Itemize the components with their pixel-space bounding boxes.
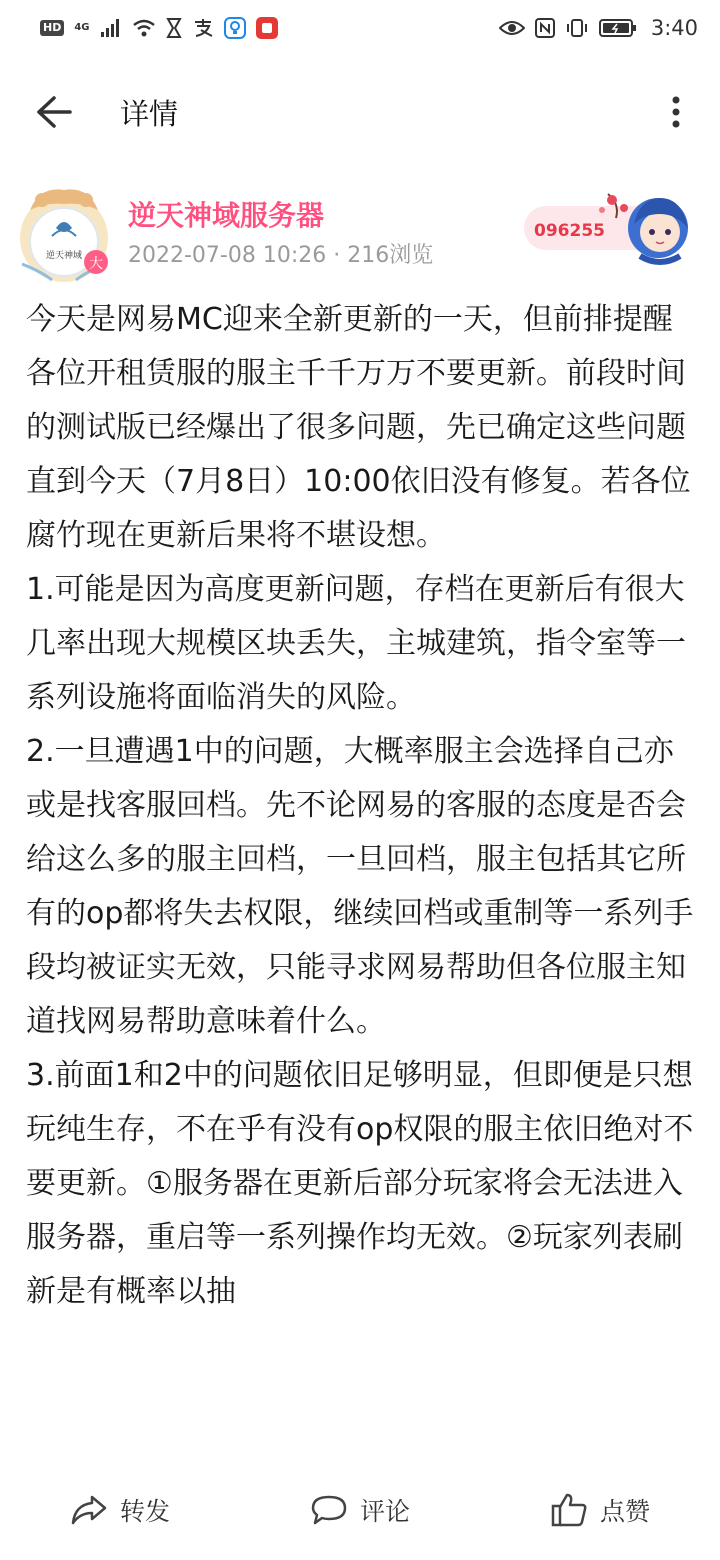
like-button[interactable] — [480, 1492, 720, 1528]
comment-icon — [310, 1494, 348, 1526]
wifi-icon — [132, 15, 156, 41]
more-options-button[interactable] — [656, 82, 696, 142]
share-button[interactable] — [0, 1492, 240, 1528]
author-avatar[interactable] — [12, 180, 116, 284]
network-type: 4G — [74, 22, 90, 33]
notification-app-icon — [224, 17, 246, 39]
article-body — [26, 293, 694, 1458]
status-bar — [0, 0, 720, 56]
like-label: 点赞 — [599, 1497, 650, 1526]
avatar-badge-text: 大 — [89, 256, 103, 272]
article-paragraph: 3.前面1和2中的问题依旧足够明显，但即便是只想玩纯生存，不在乎有没有op权限的服主依旧绝对不要更新。①服务器在更新后部分玩家将会无法进入服务器，重启等一系列操作均无效。②玩家列表刷新是有概率以抽 — [26, 1058, 694, 1309]
clock: 3:40 — [650, 16, 698, 40]
share-icon — [70, 1494, 108, 1526]
signal-icon — [100, 15, 122, 41]
nfc-icon — [535, 15, 555, 41]
comment-label: 评论 — [359, 1497, 410, 1526]
share-label: 转发 — [119, 1497, 170, 1526]
page-title: 详情 — [120, 96, 179, 131]
avatar-logo-text: 逆天神域 — [45, 251, 83, 261]
notification-red-icon — [256, 17, 278, 39]
battery-icon — [599, 15, 637, 41]
back-button[interactable] — [24, 82, 84, 142]
status-right — [499, 15, 698, 41]
thumbs-up-icon — [550, 1492, 588, 1528]
article-paragraph: 2.一旦遭遇1中的问题，大概率服主会选择自己亦或是找客服回档。先不论网易的客服的态度是否会给这么多的服主回档，一旦回档，服主包括其它所有的op都将失去权限，继续回档或重制等一系列手段均被证实无效，只能寻求网易帮助但各位服主知道找网易帮助意味着什么。 — [26, 734, 694, 1039]
author-decoration-badge — [520, 184, 696, 268]
author-row — [0, 176, 720, 286]
title-bar — [0, 72, 720, 152]
alipay-icon — [192, 15, 214, 41]
eye-icon — [499, 15, 525, 41]
hd-badge: HD — [40, 20, 64, 36]
article-paragraph: 今天是网易MC迎来全新更新的一天，但前排提醒各位开租赁服的服主千千万万不要更新。前段时间的测试版已经爆出了很多问题，先已确定这些问题直到今天（7月8日）10:00依旧没有修复。若各位腐竹现在更新后果将不堪设想。 — [26, 302, 691, 553]
more-vertical-icon — [671, 95, 681, 129]
back-arrow-icon — [34, 95, 74, 129]
article-paragraph: 1.可能是因为高度更新问题，存档在更新后有很大几率出现大规模区块丢失，主城建筑，指令室等一系列设施将面临消失的风险。 — [26, 572, 686, 715]
status-left — [40, 15, 278, 41]
hourglass-icon — [166, 15, 182, 41]
comment-button[interactable] — [240, 1492, 480, 1528]
post-meta: 2022-07-08 10:26 · 216浏览 — [128, 243, 434, 268]
author-name[interactable]: 逆天神域服务器 — [128, 199, 325, 232]
vibrate-icon — [565, 15, 589, 41]
badge-number: 096255 — [534, 221, 605, 241]
bottom-action-bar — [0, 1460, 720, 1560]
